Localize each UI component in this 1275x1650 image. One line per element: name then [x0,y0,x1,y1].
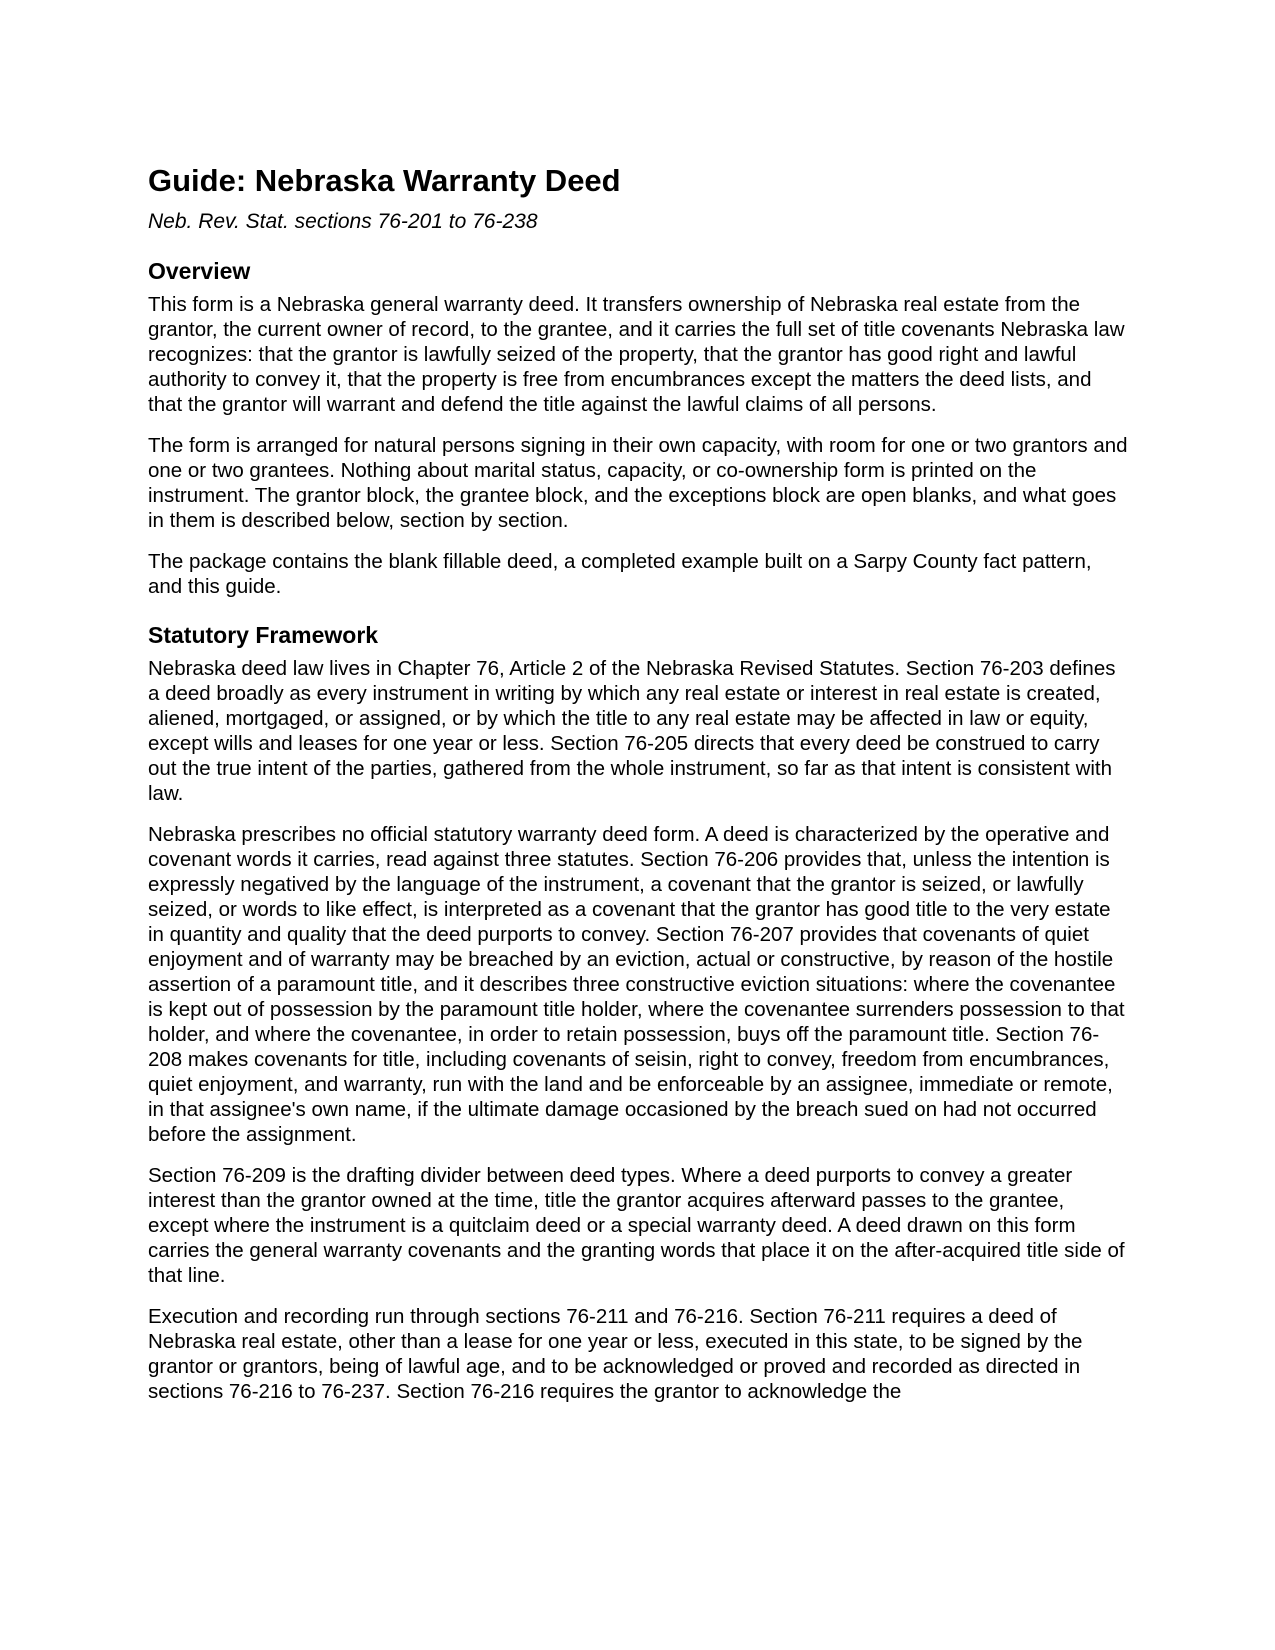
paragraph: Nebraska prescribes no official statutory warranty deed form. A deed is characterized by the operative and covenant words it carries, read against three statutes. Section 76-206 provides that, unless the intention is expressly negatived by the language of the instrument, a covenant that the grantor is seized, or lawfully seized, or words to like effect, is interpreted as a covenant that the grantor has good title to the very estate in quantity and quality that the deed purports to convey. Section 76-207 provides that covenants of quiet enjoyment and of warranty may be breached by an eviction, actual or constructive, by reason of the hostile assertion of a paramount title, and it describes three constructive eviction situations: where the covenantee is kept out of possession by the paramount title holder, where the covenantee surrenders possession to that holder, and where the covenantee, in order to retain possession, buys off the paramount title. Section 76-208 makes covenants for title, including covenants of seisin, right to convey, freedom from encumbrances, quiet enjoyment, and warranty, run with the land and be enforceable by an assignee, immediate or remote, in that assignee's own name, if the ultimate damage occasioned by the breach sued on had not occurred before the assignment. [148,822,1125,1146]
document-subtitle: Neb. Rev. Stat. sections 76-201 to 76-238 [148,209,538,233]
document-title: Guide: Nebraska Warranty Deed [148,163,621,198]
paragraph: Execution and recording run through sections 76-211 and 76-216. Section 76-211 requires a deed of Nebraska real estate, other than a lease for one year or less, executed in this state, to be signed by the grantor or grantors, being of lawful age, and to be acknowledged or proved and recorded as directed in sections 76-216 to 76-237. Section 76-216 requires the grantor to acknowledge the [148,1304,1083,1403]
document-page [148,162,1130,1420]
paragraph: Section 76-209 is the drafting divider between deed types. Where a deed purports to convey a greater interest than the grantor owned at the time, title the grantor acquires afterward passes to the grantee, except where the instrument is a quitclaim deed or a special warranty deed. A deed drawn on this form carries the general warranty covenants and the granting words that place it on the after-acquired title side of that line. [148,1163,1125,1287]
section-heading-statutory-framework: Statutory Framework [148,621,379,648]
paragraph: The form is arranged for natural persons signing in their own capacity, with room for one or two grantors and one or two grantees. Nothing about marital status, capacity, or co-ownership form is printed on the instrument. The grantor block, the grantee block, and the exceptions block are open blanks, and what goes in them is described below, section by section. [148,433,1128,532]
paragraph: Nebraska deed law lives in Chapter 76, Article 2 of the Nebraska Revised Statutes. Section 76-203 defines a deed broadly as every instrument in writing by which any real estate or interest in real estate is created, aliened, mortgaged, or assigned, or by which the title to any real estate may be affected in law or equity, except wills and leases for one year or less. Section 76-205 directs that every deed be construed to carry out the true intent of the parties, gathered from the whole instrument, so far as that intent is consistent with law. [148,656,1116,805]
paragraph: The package contains the blank fillable deed, a completed example built on a Sarpy County fact pattern, and this guide. [148,549,1092,598]
section-heading-overview: Overview [148,258,251,284]
paragraph: This form is a Nebraska general warranty deed. It transfers ownership of Nebraska real estate from the grantor, the current owner of record, to the grantee, and it carries the full set of title covenants Nebraska law recognizes: that the grantor is lawfully seized of the property, that the grantor has good right and lawful authority to convey it, that the property is free from encumbrances except the matters the deed lists, and that the grantor will warrant and defend the title against the lawful claims of all persons. [148,292,1125,416]
